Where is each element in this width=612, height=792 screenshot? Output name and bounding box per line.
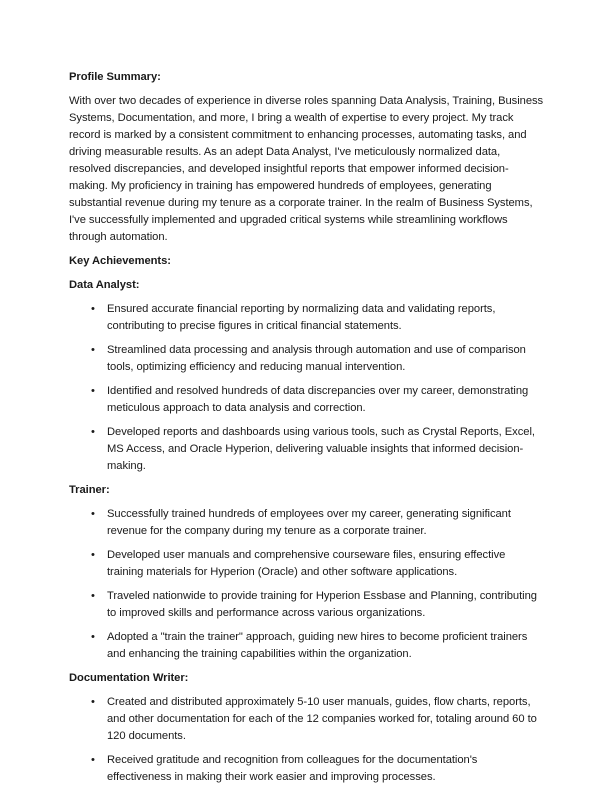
section-heading-key-achievements: Key Achievements: (69, 255, 171, 267)
data-analyst-bullet-list (69, 301, 544, 475)
bullet-icon: • (91, 303, 95, 315)
bullet-icon: • (91, 549, 95, 561)
bullet-icon: • (91, 754, 95, 766)
bullet-icon: • (91, 426, 95, 438)
list-item (69, 506, 544, 540)
list-item-text: Streamlined data processing and analysis through automation and use of comparison tools, optimizing efficiency and reducing manual intervention. (107, 344, 526, 373)
bullet-icon: • (91, 590, 95, 602)
list-item (69, 588, 544, 622)
list-item-text: Traveled nationwide to provide training for Hyperion Essbase and Planning, contributing to improved skills and performance across various organizations. (107, 590, 537, 619)
list-item-text: Developed reports and dashboards using various tools, such as Crystal Reports, Excel, MS Access, and Oracle Hyperion, delivering valuable insights that informed decision-making. (107, 426, 535, 472)
list-item-text: Ensured accurate financial reporting by normalizing data and validating reports, contributing to precise figures in critical financial statements. (107, 303, 496, 332)
list-item (69, 752, 544, 786)
section-data-analyst (69, 277, 544, 475)
bullet-icon: • (91, 344, 95, 356)
list-item (69, 424, 544, 475)
section-documentation-writer (69, 670, 544, 786)
list-item-text: Successfully trained hundreds of employees over my career, generating significant revenue for the company during my tenure as a corporate trainer. (107, 508, 511, 537)
profile-summary-paragraph: With over two decades of experience in diverse roles spanning Data Analysis, Training, Business Systems, Documentation, and more, I bring a wealth of expertise to every project. My track record is marked by a consistent commitment to enhancing processes, automating tasks, and driving measurable results. As an adept Data Analyst, I've meticulously normalized data, resolved discrepancies, and developed insightful reports that empower informed decision-making. My proficiency in training has empowered hundreds of employees, generating substantial revenue during my tenure as a corporate trainer. In the realm of Business Systems, I've successfully implemented and upgraded critical systems while streamlining workflows through automation. (69, 95, 544, 243)
bullet-icon: • (91, 508, 95, 520)
list-item (69, 547, 544, 581)
document-body (69, 69, 544, 792)
list-item (69, 694, 544, 745)
section-trainer (69, 482, 544, 663)
trainer-bullet-list (69, 506, 544, 663)
bullet-icon: • (91, 385, 95, 397)
list-item-text: Created and distributed approximately 5-10 user manuals, guides, flow charts, reports, and other documentation for each of the 12 companies worked for, totaling around 60 to 120 documents. (107, 696, 537, 742)
section-key-achievements (69, 253, 544, 270)
section-heading-trainer: Trainer: (69, 484, 110, 496)
documentation-writer-bullet-list (69, 694, 544, 786)
section-heading-profile-summary: Profile Summary: (69, 71, 161, 83)
section-heading-data-analyst: Data Analyst: (69, 279, 140, 291)
section-heading-documentation-writer: Documentation Writer: (69, 672, 189, 684)
list-item (69, 629, 544, 663)
list-item (69, 342, 544, 376)
list-item (69, 301, 544, 335)
list-item (69, 383, 544, 417)
list-item-text: Developed user manuals and comprehensive courseware files, ensuring effective training materials for Hyperion (Oracle) and other software applications. (107, 549, 506, 578)
list-item-text: Adopted a "train the trainer" approach, guiding new hires to become proficient trainers and enhancing the training capabilities within the organization. (107, 631, 528, 660)
bullet-icon: • (91, 631, 95, 643)
section-profile-summary (69, 69, 544, 246)
bullet-icon: • (91, 696, 95, 708)
list-item-text: Identified and resolved hundreds of data discrepancies over my career, demonstrating meticulous approach to data analysis and correction. (107, 385, 529, 414)
list-item-text: Received gratitude and recognition from colleagues for the documentation's effectiveness in making their work easier and improving processes. (107, 754, 478, 783)
